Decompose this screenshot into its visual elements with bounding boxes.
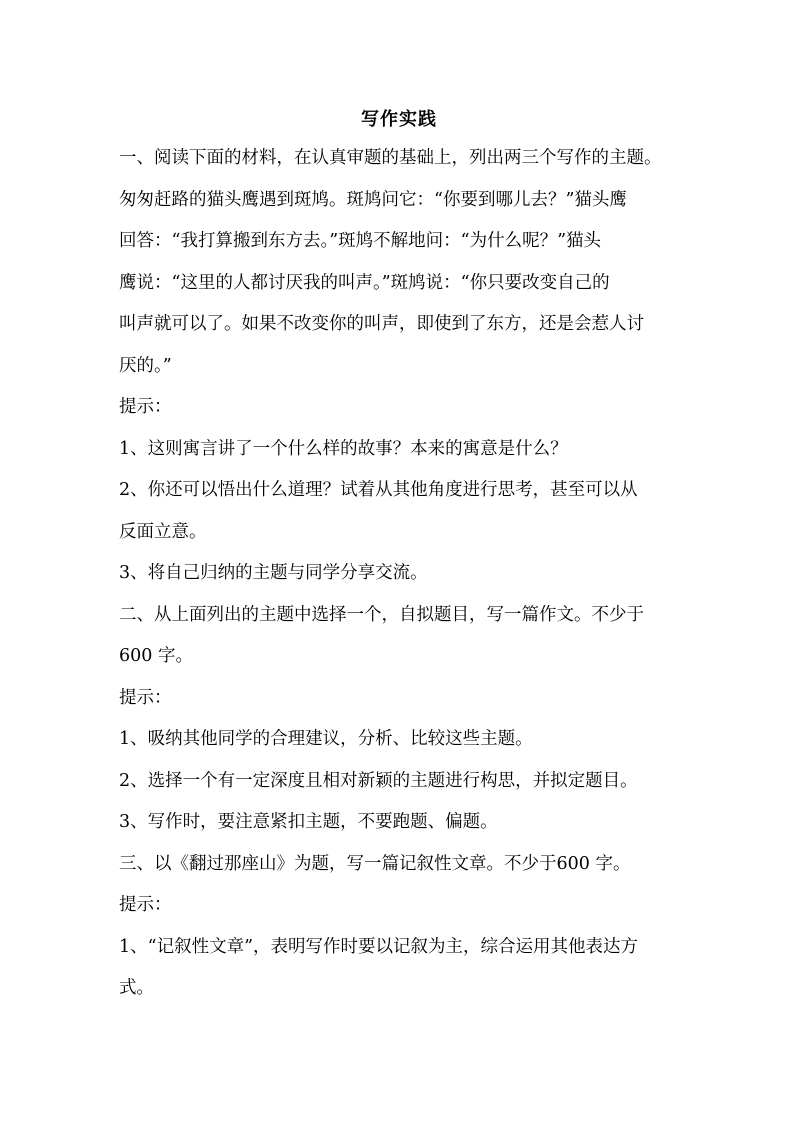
text-line: 鹰说：“这里的人都讨厌我的叫声。”斑鸠说：“你只要改变自己的	[119, 272, 610, 293]
text-line: 600 字。	[119, 646, 193, 666]
text-line: 三、以《翻过那座山》为题，写一篇记叙性文章。不少于600 字。	[119, 853, 631, 874]
text-line: 3、将自己归纳的主题与同学分享交流。	[119, 563, 428, 583]
text-line: 提示：	[119, 397, 172, 417]
text-line: 2、你还可以悟出什么道理？试着从其他角度进行思考，甚至可以从	[119, 480, 638, 500]
text-line: 1、这则寓言讲了一个什么样的故事？本来的寓意是什么？	[119, 438, 568, 459]
text-line: 厌的。”	[119, 355, 172, 376]
text-line: 提示：	[119, 895, 172, 915]
text-line: 式。	[119, 978, 154, 998]
text-line: 一、阅读下面的材料，在认真审题的基础上，列出两三个写作的主题。	[119, 148, 662, 168]
text-line: 反面立意。	[119, 521, 207, 542]
text-line: 2、选择一个有一定深度且相对新颖的主题进行构思，并拟定题目。	[119, 770, 638, 791]
text-line: 1、“记叙性文章”，表明写作时要以记叙为主，综合运用其他表达方	[119, 936, 639, 957]
text-line: 匆匆赶路的猫头鹰遇到斑鸠。斑鸠问它：“你要到哪儿去？”猫头鹰	[119, 189, 627, 210]
text-line: 3、写作时，要注意紧扣主题，不要跑题、偏题。	[119, 812, 498, 832]
document-body	[119, 101, 679, 1010]
text-line: 1、吸纳其他同学的合理建议，分析、比较这些主题。	[119, 729, 533, 749]
text-line: 回答：“我打算搬到东方去。”斑鸠不解地问：“为什么呢？”猫头	[119, 231, 602, 251]
text-line: 提示：	[119, 687, 172, 708]
document-title: 写作实践	[361, 109, 437, 130]
text-line: 叫声就可以了。如果不改变你的叫声，即使到了东方，还是会惹人讨	[119, 314, 644, 334]
text-line: 二、从上面列出的主题中选择一个，自拟题目，写一篇作文。不少于	[119, 604, 644, 625]
